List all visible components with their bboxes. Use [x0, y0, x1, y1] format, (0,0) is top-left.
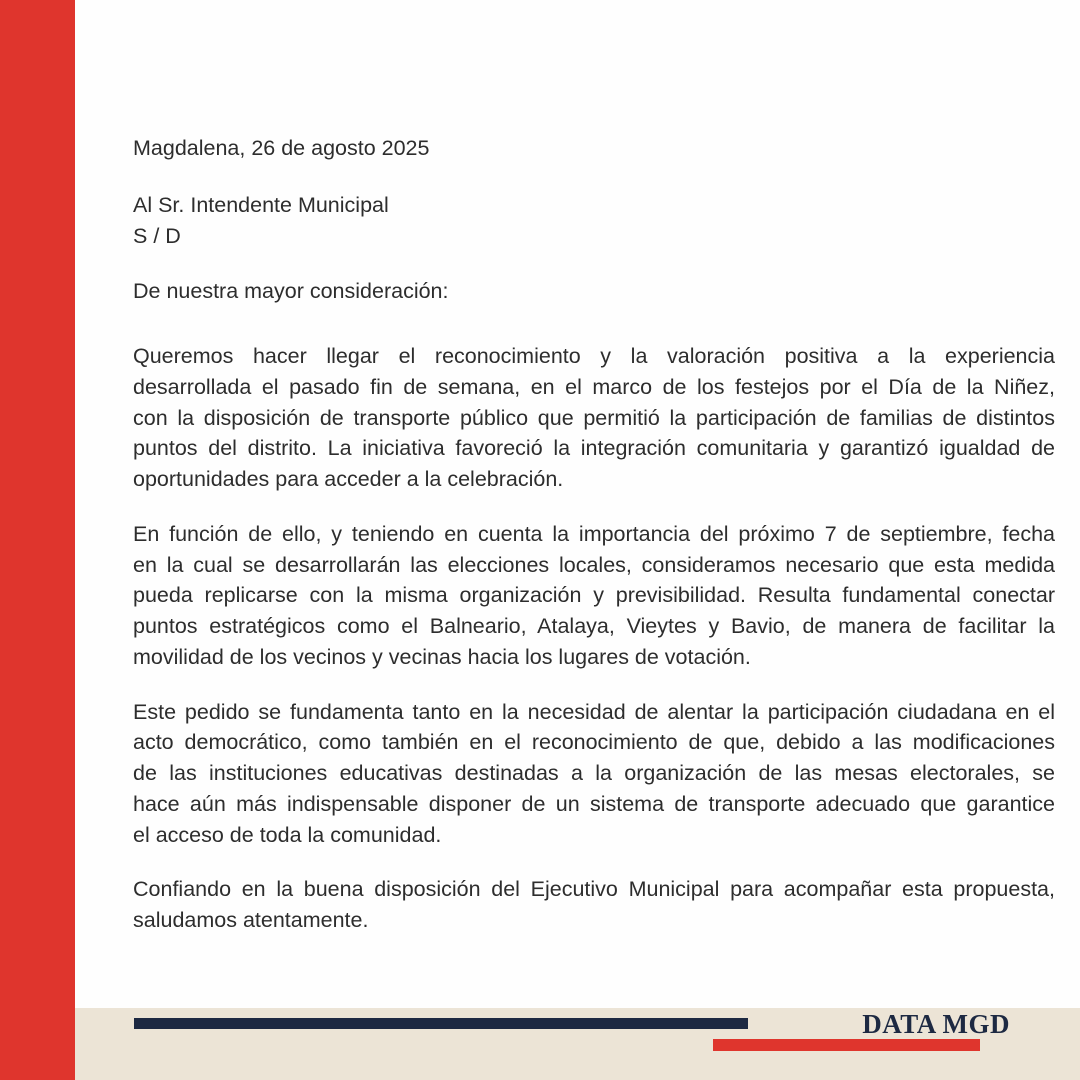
paragraph-2 [133, 519, 1055, 673]
paragraph-line: desarrollada el pasado fin de semana, en el marco de los festejos por el Día de la Niñez, [133, 374, 1055, 399]
salutation-line: De nuestra mayor consideración: [133, 279, 449, 304]
paragraph-line: Este pedido se fundamenta tanto en la necesidad de alentar la participación ciudadana en el [133, 699, 1055, 724]
recipient-line-1: Al Sr. Intendente Municipal [133, 192, 389, 217]
recipient-block [133, 190, 1055, 252]
paragraph-line: puntos estratégicos como el Balneario, Atalaya, Vieytes y Bavio, de manera de facilitar la [133, 614, 1055, 638]
paragraph-line: acto democrático, como también en el reconocimiento de que, debido a las modificaciones [133, 730, 1055, 755]
paragraph-line: oportunidades para acceder a la celebración. [133, 467, 564, 491]
paragraph-line: Queremos hacer llegar el reconocimiento y la valoración positiva a la experiencia [133, 344, 1055, 368]
paragraph-line: puntos del distrito. La iniciativa favoreció la integración comunitaria y garantizó igualdad de [133, 436, 1055, 461]
paragraph-line: saludamos atentamente. [133, 908, 369, 932]
paragraph-line: Confiando en la buena disposición del Ejecutivo Municipal para acompañar esta propuesta, [133, 877, 1055, 902]
date-line: Magdalena, 26 de agosto 2025 [133, 136, 430, 160]
paragraph-line: en la cual se desarrollarán las elecciones locales, consideramos necesario que esta medida [133, 552, 1055, 577]
paragraph-line: con la disposición de transporte público que permitió la participación de familias de distintos [133, 405, 1055, 430]
paragraph-line: hace aún más indispensable disponer de un sistema de transporte adecuado que garantice [133, 791, 1055, 816]
letter-body [133, 133, 1055, 960]
paragraph-line: En función de ello, y teniendo en cuenta la importancia del próximo 7 de septiembre, fecha [133, 521, 1055, 546]
paragraph-line: movilidad de los vecinos y vecinas hacia los lugares de votación. [133, 644, 751, 669]
brand-wordmark: DATA MGD [862, 1009, 1010, 1039]
paragraph-line: de las instituciones educativas destinadas a la organización de las mesas electorales, se [133, 761, 1055, 785]
paragraph-line: pueda replicarse con la misma organización y previsibilidad. Resulta fundamental conectar [133, 583, 1055, 608]
footer-red-bar [713, 1039, 980, 1051]
paragraph-4 [133, 874, 1055, 936]
recipient-line-2: S / D [133, 223, 181, 248]
footer-band [0, 1008, 1080, 1080]
paragraph-1 [133, 341, 1055, 495]
paragraph-3 [133, 697, 1055, 851]
footer-navy-bar [134, 1018, 748, 1029]
left-accent-bar [0, 0, 75, 1080]
paragraph-line: el acceso de toda la comunidad. [133, 822, 442, 847]
